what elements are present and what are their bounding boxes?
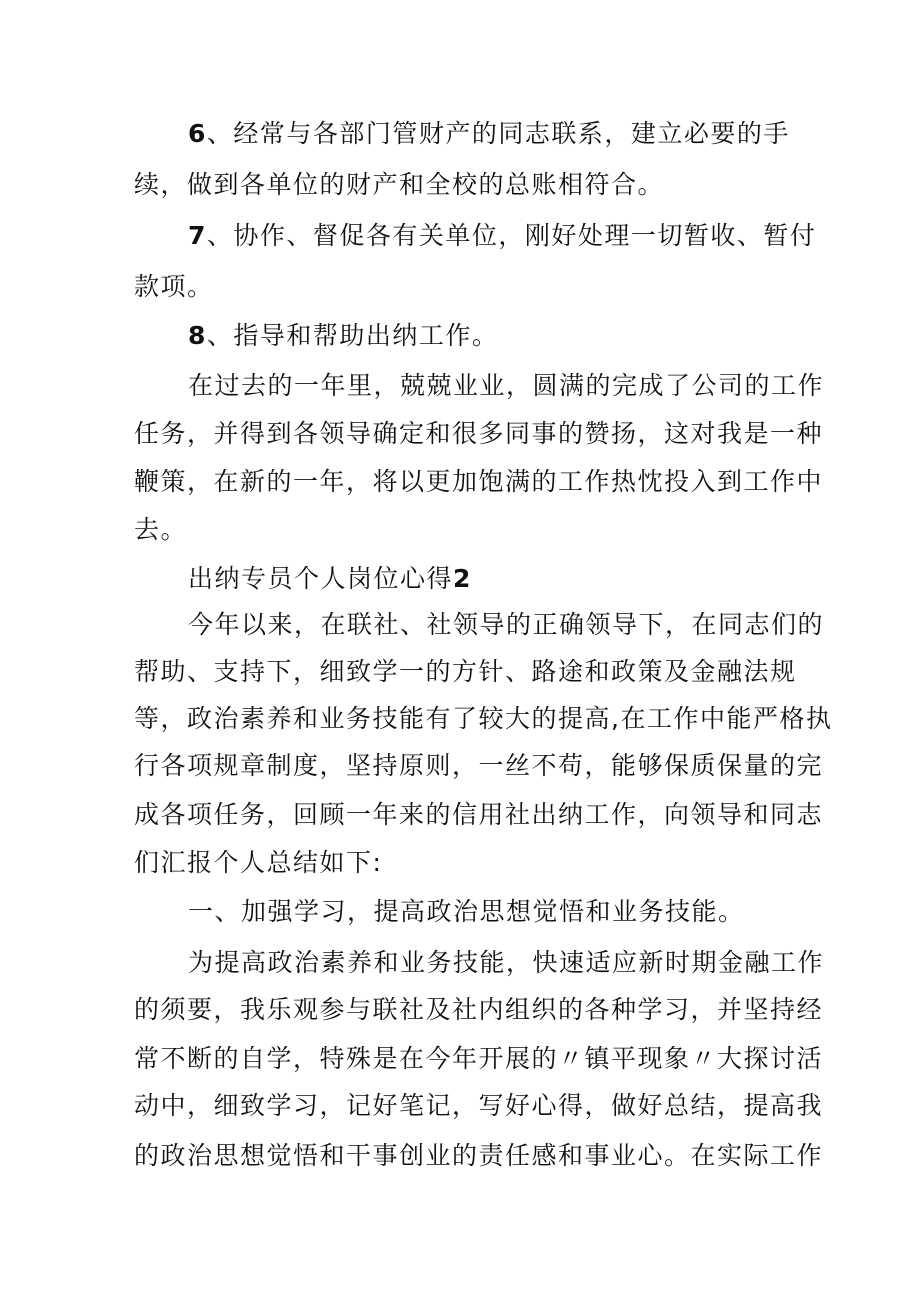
intro-line-6: 们汇报个人总结如下: [134,848,383,877]
intro-line-2: 帮助、支持下，细致学一的方针、路途和政策及金融法规 [134,657,797,686]
heading-one: 一、加强学习，提高政治思想觉悟和业务技能。 [188,897,745,926]
item-7-number: 7 [188,221,207,250]
summary-line-3: 鞭策，在新的一年，将以更加饱满的工作热忱投入到工作中 [134,467,824,496]
summary-line-4: 去。 [134,515,188,544]
study-line-5: 的政治思想觉悟和干事创业的责任感和事业心。在实际工作 [134,1141,824,1170]
summary-line-2: 任务，并得到各领导确定和很多同事的赞扬，这对我是一种 [134,419,824,448]
item-6-text-1: 、经常与各部门管财产的同志联系，建立必要的手 [206,119,790,148]
study-line-2: 的须要，我乐观参与联社及社内组织的各种学习，并坚持经 [134,995,824,1024]
intro-line-5: 成各项任务，回顾一年来的信用社出纳工作，向领导和同志 [134,800,824,829]
intro-line-4: 行各项规章制度，坚持原则，一丝不苟，能够保质保量的完 [134,751,824,780]
intro-line-3: 等，政治素养和业务技能有了较大的提高,在工作中能严格执 [134,704,833,733]
item-6-line-2: 续，做到各单位的财产和全校的总账相符合。 [134,170,665,199]
item-8-text-1: 、指导和帮助出纳工作。 [206,321,499,350]
item-7-line-2: 款项。 [134,272,214,301]
section-title-number: 2 [453,564,472,593]
section-title [188,561,472,597]
item-8-line-1 [188,318,498,354]
item-6-number: 6 [188,119,207,148]
study-line-4: 动中，细致学习，记好笔记，写好心得，做好总结，提高我 [134,1091,824,1120]
item-6-line-1 [188,116,790,152]
item-7-line-1 [188,218,816,254]
item-7-text-1: 、协作、督促各有关单位，刚好处理一切暂收、暂付 [206,221,817,250]
study-line-1: 为提高政治素养和业务技能，快速适应新时期金融工作 [188,948,825,977]
intro-line-1: 今年以来，在联社、社领导的正确领导下，在同志们的 [188,610,825,639]
study-line-3: 常不断的自学，特殊是在今年开展的〃镇平现象〃大探讨活 [134,1044,824,1073]
summary-line-1: 在过去的一年里，兢兢业业，圆满的完成了公司的工作 [188,371,825,400]
item-8-number: 8 [188,321,207,350]
section-title-text: 出纳专员个人岗位心得 [188,564,454,593]
